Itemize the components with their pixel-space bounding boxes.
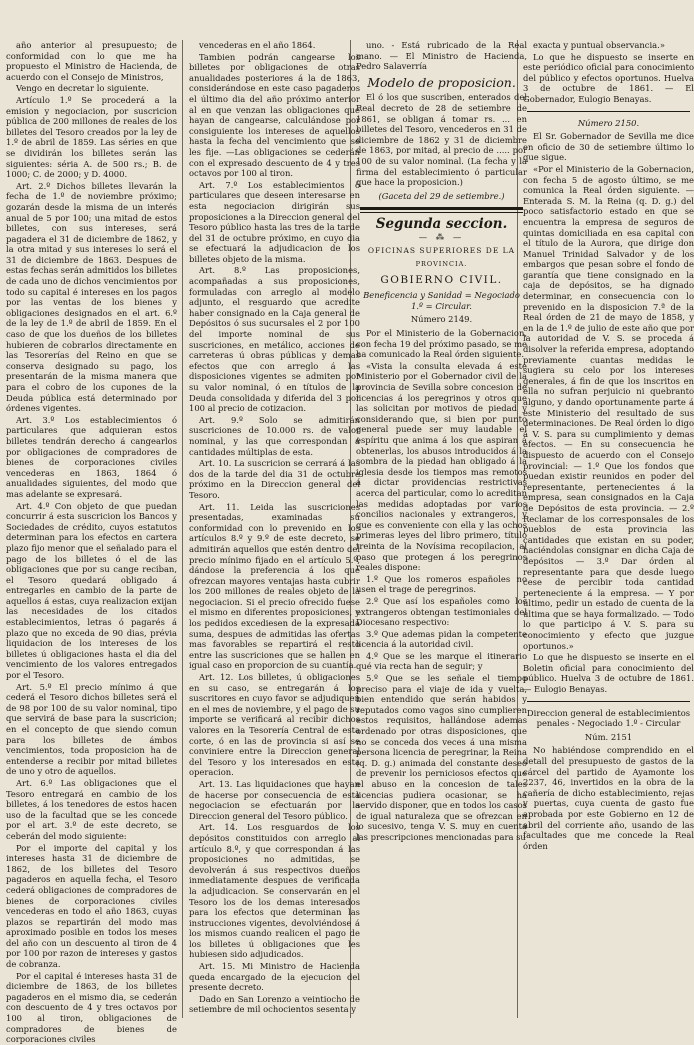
list-item: 2.º Que así los españoles como los extrangeros obtengan testimoniales del Diocesano respectivo: — [356, 595, 527, 628]
paragraph: El Sr. Gobernador de Sevilla me dice en oficio de 30 de setiembre último lo que sigue. — [523, 131, 694, 163]
section-title: Segunda seccion. — [375, 216, 508, 233]
paragraph: Lo que he dispuesto se inserte en este periódico oficial para conocimiento del público y efectos oportunos. Huelva 3 de octubre de 1861. — El Gobernador, Eulogio Benayas. — [523, 51, 694, 104]
paragraph: exacta y puntual observancia.» — [533, 40, 665, 50]
list-item: 3.º Que ademas pidan la competente licencia á la autoridad civil. — [356, 628, 527, 650]
article-paragraph: Art. 6.º Las obligaciones que el Tesoro entregará en cambio de los billetes, á los tenedores de estos hacen uso de la facultad que se les concede por el art. 3.º de este decreto, se ceberán del modo siguiente: — [6, 777, 177, 841]
column-4 — [523, 40, 694, 1018]
list-item: 1.º Que los romeros españoles no usen el trage de peregrinos. — [356, 573, 527, 595]
paragraph: Lo que he dispuesto se inserte en el Boletin oficial para conocimiento del público. Huelva 3 de octubre de 1861. — Eulogio Benayas. — [523, 652, 694, 695]
circular-number: Número 2150. — [577, 117, 640, 128]
article-paragraph: Art. 10. La suscricion se cerrará á las dos de la tarde del dia 31 de octubre próximo en la Direccion general del Tesoro. — [189, 458, 360, 500]
column-1 — [6, 40, 178, 1045]
decree-signature: uno. - Está rubricado de la Real mano. — El Ministro de Hacienda, Pedro Salaverría — [356, 40, 527, 72]
paragraph: vencederas en el año 1864. — [199, 40, 316, 50]
column-3 — [356, 40, 527, 1018]
paragraph: año anterior al presupuesto; de conformidad con lo que me ha propuesto el Ministro de Hacienda, de acuerdo con el Consejo de Ministros, — [6, 40, 177, 82]
article-paragraph: Art. 14. Los resguardos de los depósitos constituidos con arreglo al artículo 8.º, y que correspondan á las proposiciones no admitidas, se devolverán á sus respectivos dueños inmediatamente despues de verificada la adjudicacion. Se conservarán en el Tesoro los de los demas interesados para los efectos que determinan las instrucciones vigentes, devolviéndose á los mismos cuando realicen el pago de los billetes ú obligaciones que les hubiesen sido adjudicados. — [189, 822, 360, 960]
list-item: 4.º Que se les marque el itinerario qué via recta han de seguir; y — [356, 650, 527, 672]
circular-number: Número 2149. — [410, 314, 473, 325]
article-paragraph: Art. 15. Mi Ministro de Hacienda queda encargado de la ejecucion del presente decreto. — [189, 961, 360, 993]
article-paragraph: Art. 5.º El precio mínimo á que cederá el Tesoro dichos billetes será el de 98 por 100 de su valor nominal, tipo que servirá de base para la suscricion; en el concepto de que siendo comun para los billetes de ámbos vencimientos, toda proposicion ha de entenderse a recibir por mitad billetes de uno y otro de aquellos. — [6, 681, 177, 777]
paragraph: Por el capital é intereses hasta 31 de diciembre de 1863, de los billetes pagaderos en el mismo dia, se cederán con descuento de 4 y tres octavos por 100 al tiron, obligaciones de compradores de bienes de corporaciones civiles — [6, 970, 177, 1045]
paragraph: No habiéndose comprendido en el detall del presupuesto de gastos de la cárcel del partido de Ayamonte los 2237, 46, invertidos en la obra de la cañería de dicho establecimiento, rejas y puertas, cuya cuenta de gasto fue aprobada por este Gobierno en 12 de abril del corriente año, usando de las facultades que me concede la Real órden — [523, 745, 694, 851]
model-heading: Modelo de proposicion. — [367, 74, 516, 90]
article-paragraph: Art. 9.º Solo se admitirán suscriciones de 10.000 rs. de valor nominal, y las que correspondan á cantidades múltiplas de esta. — [189, 414, 360, 457]
divider — [527, 701, 690, 702]
paragraph: Por el importe del capital y los intereses hasta 31 de diciembre de 1862, de los billetes del Tesoro pagaderos en aquella fecha, el Tesoro cederá obligaciones de compradores de bienes de corporaciones civiles vencederas en todo el año 1863, cuyas plazos se repartirán del modo mas aproximado posible en todos los meses del año con un descuento al tiron de 4 por 100 por razon de intereses y gastos de cobranza. — [6, 842, 177, 970]
paragraph: Vengo en decretar lo siguiente. — [16, 83, 149, 94]
article-paragraph: Art. 13. Las liquidaciones que hayan de hacerse por consecuencia de esta negociacion se efectuarán por la Direccion general del Tesoro público. — [189, 778, 360, 821]
column-2 — [189, 40, 360, 1018]
source-note: (Gaceta del 29 de setiembre.) — [378, 190, 505, 201]
paragraph: «Vista la consulta elevada á este Ministerio por el Gobernador civil de la provincia de Sevilla sobre concesion de licencias á los peregrinos y otros que las solicitan por motivos de piedad y considerando que, si bien por punto general puede ser muy laudable el espíritu que anima á los que aspiran á obtenerlas, los abusos introducidos á la sombra de la piedad han obligado á la iglesia desde los tiempos mas remotos á dictar providencias restrictivas acerca del particular, como lo acreditan las medidas adoptadas por varios concilios nacionales y extrangeros, y que es conveniente con ella y las ochos primeras leyes del libro primero, título treinta de la Novísima recopilacion, al paso que protegen á los peregrinos reales dispone: — [356, 360, 527, 573]
offices-heading: OFICINAS SUPERIORES DE LA — [367, 245, 516, 255]
model-text: El ó los que suscriben, enterados del Real decreto de 28 de setiembre de 1861, se obligan á tomar rs. ... en billetes del Tesoro, vencederos en 31 de diciembre de 1862 y 31 de diciembre de 1863, por mitad, al precio de ..... por 100 de su valor nominal. (La fecha y la firma del establecimiento ó particular que hace la proposicion.) — [356, 92, 527, 188]
gobierno-civil-heading: GOBIERNO CIVIL. — [380, 273, 503, 286]
divider — [527, 111, 690, 112]
article-paragraph: Art. 11. Leida las suscriciones presentadas, examinadas su conformidad con lo prevenido en los artículos 8.º y 9.º de este decreto, se admitirán aquellos que estén dentro del precio mínimo fijado en el artículo 5.º, dándose la preferencia á los que ofrezcan mayores ventajas hasta cubrir los 200 millones de reales objeto de la negociacion. Si el precio ofrecido fuese el mismo en diferentes proposiciones, y los pedidos excediesen de la expresada suma, despues de admitidas las ofertas mas favorables se repartirá el resto entre las suscriciones que se hallen en igual caso en proporcion de su cuantía. — [189, 501, 360, 671]
province-heading: PROVINCIA. — [415, 260, 468, 269]
paragraph: Tambien podrán cangearse los billetes por obligaciones de otras anualidades posteriores á la de 1863, considerándose en este caso pagaderos el último dia del año próximo anterior al en que venzan las obligaciones que hayan de cangearse, calculándose por consiguiente los intereses de aquellos hasta la fecha del vencimiento que se les fije. —Las obligaciones se cederán con el expresado descuento de 4 y tres octavos por 100 al tiron. — [189, 51, 360, 179]
article-paragraph: Art. 3.º Los establecimientos ó particulares que adquieran estos billetes tendrán derecho á cangearlos por obligaciones de compradores de bienes de corporaciones civiles vencederas en 1863, 1864 ó anualidades siguientes, del modo que mas adelante se expresará. — [6, 414, 177, 499]
paragraph: Dado en San Lorenzo a veintiocho de setiembre de mil ochocientos sesenta y — [189, 993, 360, 1015]
paragraph: Por el Ministerio de la Gobernacion, con fecha 19 del próximo pasado, se me ha comunicado la Real órden siguiente. — [356, 328, 527, 360]
ornament-dash: — ⁂ — — [418, 231, 465, 242]
list-item: 5.º Que se les señale el tiempo preciso para el viaje de ida y vuelta, bien entendido que serán habidos y reputados como vagos sino cumplieren estos requisitos, hallándose ademas ordenado por otras disposiciones, que no se conceda dos veces á una misma persona licencia de peregrinar, la Reina (q. D. g.) animada del constante deseo de prevenir los perniciosos efectos que el abuso en la concesion de tales licencias pudiera ocasionar, se ha servido disponer, que en todos los casos de igual naturaleza que se ofrezcan en lo sucesivo, tenga V. S. muy en cuenta las prescripciones mencionadas para su — [356, 673, 527, 842]
article-paragraph: Art. 7.º Los establecimientos ó particulares que deseen interesarse en esta negociacion dirigirán sus proposiciones a la Direccion general del Tesoro público hasta las tres de la tarde del 31 de octubre próximo, en cuyo dia se efectuará la adjudicacion de los billetes objeto de la misma. — [189, 179, 361, 264]
article-paragraph: Art. 2.º Dichos billetes llevarán la fecha de 1.º de noviembre próximo; gozarán desde la misma de un interés anual de 5 por 100; una mitad de estos billetes, con sus intereses, será pagadera el 31 de diciembre de 1862, y la otra mitad y sus intereses lo será el 31 de diciembre de 1863. Despues de estas fechas serán admitidos los billetes de cada uno de dichos vencimientos por todo su capital é intereses en los pagos por las ventas de los bienes y obligaciones designados en el art. 6.º de la ley de 1.º de abril de 1859. En el caso de que los dueños de los billetes hubieren de cobrarlos directamente en las Tesorerías del Reino en que se conserva designado su pago, los presentarán de la misma manera que para el cobro de los cupones de la Deuda pública está determinado por órdenes vigentes. — [6, 180, 178, 414]
article-paragraph: Art. 12. Los billetes, ú obligaciones en su caso, se entregarán á los suscritores en cuyo favor se adjudiquen en el mes de noviembre, y el pago de su importe se verificará al recibir dichos valores en la Tesorería Central de esta corte, ó en las de provincia si así se conviniere entre la Direccion general del Tesoro y los interesados en esta operacion. — [189, 672, 360, 778]
article-paragraph: Art. 4.º Con objeto de que puedan concurrir á esta suscricion los Bancos y Sociedades de crédito, cuyos estatutos determinan para los efectos en cartera plazo fijo menor que el señalado para el pago de los billetes ó el de las obligaciones que por su cange reciban, el Tesoro quedará obligado á entregarles en cambio de la parte de aquellos á estas, cuya realizacion exijan las necesidades de los citados establecimientos, letras ó pagarés á plazo que no exceda de 90 dias, prévia liquidacion de los intereses de los billetes ú obligaciones hasta el dia del vencimiento de los valores entregados por el Tesoro. — [6, 500, 177, 681]
paragraph: «Por el Ministerio de la Gobernacion, con fecha 5 de agosto último, se me comunica la Real órden siguiente. — Enterada S. M. la Reina (q. D. g.) del poco satisfactorio estado en que se encuentra la empresa de seguros de quintas domiciliada en esa capital con el título de la Aurora, que dirige don Manuel Trinidad Salvador y de los embargos que pesan sobre el fondo de garantía que tiene consignado en la caja de depósitos, se ha dignado determinar, en consecuencia con lo prevenido en la disposicion 7.ª de la Real órden de 21 de mayo de 1858, y en la de 1.º de julio de este año que por la autoridad de V. S. se proceda á disolver la referida empresa, adoptando previamente cuantas medidas le sugiera su celo por los intereses generales, á fin de que los inscritos en ella no sufran perjuicio ni quebranto alguno, y dando oportunamente parte á este Ministerio del resultado de sus determinaciones. De Real órden lo digo á V. S. para su cumplimiento y demas efectos. — En su consecuencia he dispuesto de acuerdo con el Consejo provincial: — 1.º Que los fondos que puedan existir reunidos en poder del representante, pertenecientes á la empresa, sean consignados en la Caja de Depósitos de esta provincia. — 2.º Reclamar de los corresponsales de los pueblos de esta provincia las cantidades que existan en su poder, haciéndolas consignar en dicha Caja de depósitos — 3.º Dar órden al representante para que desde luego cese de percibir toda cantidad perteneciente á la empresa. — Y por último, pedir un estado de cuenta de la última que se haya formalizado. — Todo lo que participo á V. S. para su conocimiento y efecto que juzgue oportunos.» — [523, 163, 694, 651]
department-heading: Direccion general de establecimientos penales - Negociado 1.º - Circular — [526, 707, 691, 729]
column-rule — [182, 40, 183, 1018]
article-paragraph: Art. 8.º Las proposiciones, acompañadas a sus proposiciones, formuladas con arreglo al modelo adjunto, el resguardo que acredite haber consignado en la Caja general de Depósitos ó sus sucursales el 2 por 100 del importe nominal de sus suscriciones, en metálico, acciones de carreteras ú obras públicas y demas efectos que con arreglo á las disposiciones vigentes se admiten por su valor nominal, ó en títulos de la Deuda consolidada y diferida del 3 por 100 al precio de cotizacion. — [189, 265, 360, 414]
circular-number: Núm. 2151 — [584, 731, 633, 742]
article-paragraph: Artículo 1.º Se procederá a la emision y negociacion, por suscricion pública de 200 millones de reales de los billetes del Tesoro creados por la ley de 1.º de abril de 1859. Las séries en que se dividirán los billetes serán las siguientes: séria A. de 500 rs.; B. de 1000; C. de 2000; y D. 4000. — [6, 94, 177, 180]
subheading: Beneficencia y Sanidad = Negociado 1.º = Circular. — [363, 290, 520, 311]
section-divider — [360, 207, 523, 213]
